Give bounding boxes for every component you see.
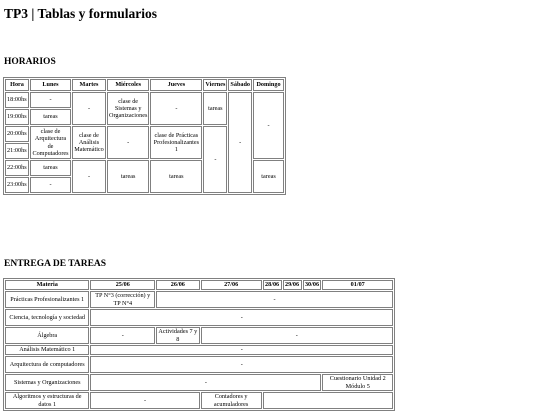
task-cell: -: [90, 345, 393, 355]
header-hora: Hora: [5, 79, 29, 91]
header-materia: Materia: [5, 280, 89, 290]
header-martes: Martes: [72, 79, 106, 91]
table-row: [5, 392, 393, 409]
header-date: 27/06: [201, 280, 262, 290]
schedule-cell: -: [150, 92, 202, 125]
schedule-cell: tareas: [30, 109, 71, 125]
table-row: [5, 309, 393, 326]
header-miercoles: Miércoles: [107, 79, 149, 91]
schedule-cell: tareas: [203, 92, 227, 125]
materia-cell: Ciencia, tecnología y sociedad: [5, 309, 89, 326]
hour-cell: 23:00hs: [5, 177, 29, 193]
schedule-cell: clase de Prácticas Profesionalizantes 1: [150, 126, 202, 159]
table-row: [5, 374, 393, 391]
hour-cell: 18:00hs: [5, 92, 29, 108]
materia-cell: Álgebra: [5, 327, 89, 344]
task-cell: -: [90, 327, 155, 344]
table-header-row: [5, 79, 284, 91]
schedule-cell: tareas: [107, 160, 149, 193]
table-row: [5, 291, 393, 308]
materia-cell: Análisis Matemático 1: [5, 345, 89, 355]
table-row: [5, 327, 393, 344]
task-cell: Contadores y acumuladores: [201, 392, 262, 409]
table-row: [5, 356, 393, 373]
materia-cell: Arquitectura de computadores: [5, 356, 89, 373]
entrega-heading: ENTREGA DE TAREAS: [4, 259, 107, 269]
task-cell: Cuestionario Unidad 2 Módulo 5: [322, 374, 393, 391]
task-cell: [263, 392, 393, 409]
task-cell: TP N°3 (corrección) y TP N°4: [90, 291, 155, 308]
horarios-table: [3, 77, 286, 195]
schedule-cell: -: [253, 92, 284, 159]
header-sabado: Sábado: [228, 79, 252, 91]
materia-cell: Sistemas y Organizaciones: [5, 374, 89, 391]
schedule-cell: -: [30, 177, 71, 193]
materia-cell: Prácticas Profesionalizantes 1: [5, 291, 89, 308]
schedule-cell: -: [30, 92, 71, 108]
header-date: 28/06: [263, 280, 282, 290]
task-cell: -: [90, 356, 393, 373]
header-date: 29/06: [283, 280, 302, 290]
hour-cell: 20:00hs: [5, 126, 29, 142]
header-date: 01/07: [322, 280, 393, 290]
table-row: [5, 92, 284, 108]
schedule-cell: tareas: [253, 160, 284, 193]
page-title: TP3 | Tablas y formularios: [4, 6, 157, 21]
header-jueves: Jueves: [150, 79, 202, 91]
header-lunes: Lunes: [30, 79, 71, 91]
task-cell: -: [201, 327, 393, 344]
materia-cell: Algoritmos y estructuras de datos 1: [5, 392, 89, 409]
task-cell: -: [90, 374, 321, 391]
task-cell: -: [156, 291, 393, 308]
hour-cell: 19:00hs: [5, 109, 29, 125]
schedule-cell: tareas: [150, 160, 202, 193]
header-domingo: Domingo: [253, 79, 284, 91]
schedule-cell: clase de Análisis Matemático: [72, 126, 106, 159]
header-date: 25/06: [90, 280, 155, 290]
entrega-table: [3, 278, 395, 411]
schedule-cell: -: [203, 126, 227, 193]
table-header-row: [5, 280, 393, 290]
schedule-cell: clase de Sistemas y Organizaciones: [107, 92, 149, 125]
header-date: 26/06: [156, 280, 200, 290]
task-cell: Actividades 7 y 8: [156, 327, 200, 344]
schedule-cell: -: [228, 92, 252, 193]
schedule-cell: -: [72, 160, 106, 193]
schedule-cell: tareas: [30, 160, 71, 176]
header-date: 30/06: [303, 280, 322, 290]
task-cell: -: [90, 392, 199, 409]
schedule-cell: -: [72, 92, 106, 125]
hour-cell: 22:00hs: [5, 160, 29, 176]
hour-cell: 21:00hs: [5, 143, 29, 159]
horarios-heading: HORARIOS: [4, 57, 56, 67]
header-viernes: Viernes: [203, 79, 227, 91]
schedule-cell: -: [107, 126, 149, 159]
schedule-cell: clase de Arquitectura de Computadores: [30, 126, 71, 159]
table-row: [5, 345, 393, 355]
task-cell: -: [90, 309, 393, 326]
